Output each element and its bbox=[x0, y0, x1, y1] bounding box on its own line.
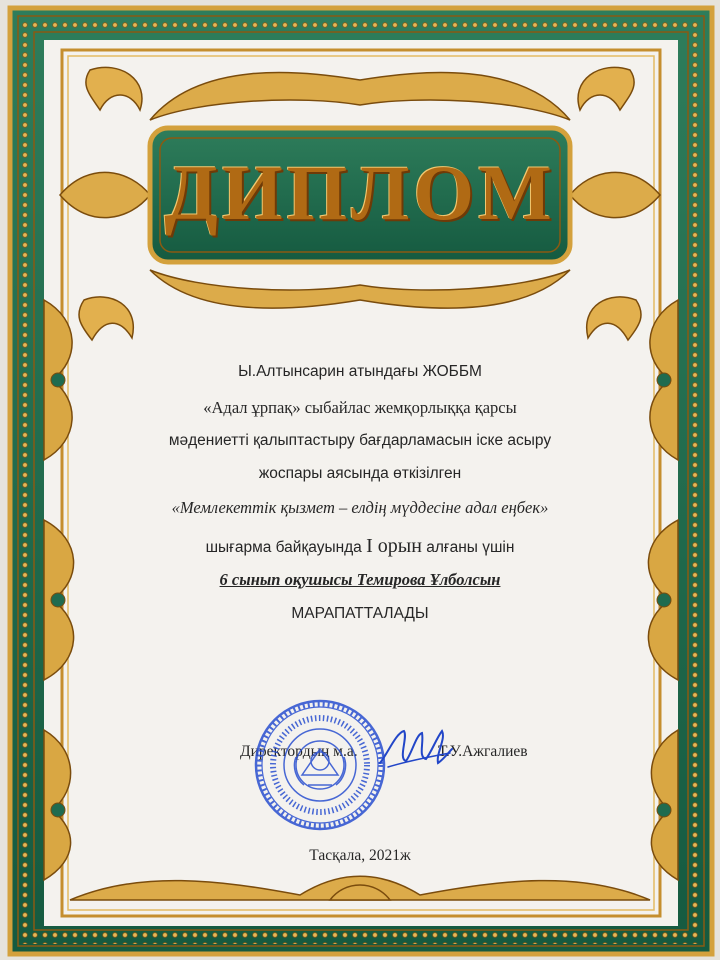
director-name: Т.У.Ажгалиев bbox=[438, 743, 528, 760]
culture-line: мәдениетті қалыптастыру бағдарламасын іске асыру bbox=[168, 432, 552, 449]
recipient-line bbox=[0, 570, 720, 590]
contest-line bbox=[0, 535, 720, 558]
kazakhstan-emblem-icon bbox=[294, 741, 345, 789]
contest-pre: шығарма байқауында bbox=[205, 539, 362, 556]
contest-place: І орын bbox=[366, 535, 422, 557]
award-line: МАРАПАТТАЛАДЫ bbox=[291, 605, 429, 622]
contest-post: алғаны үшін bbox=[426, 539, 515, 556]
official-stamp bbox=[252, 697, 388, 833]
place-and-date: Тасқала, 2021ж bbox=[309, 847, 411, 864]
director-signature bbox=[378, 723, 454, 775]
director-label: Директордың м.а. bbox=[240, 743, 358, 760]
school-line: Ы.Алтынсарин атындағы ЖОББМ bbox=[238, 363, 482, 380]
diploma-title: ДИПЛОМ bbox=[164, 149, 556, 236]
project-line: «Адал ұрпақ» сыбайлас жемқорлыққа қарсы bbox=[203, 398, 517, 417]
recipient-name: 6 сынып оқушысы Темирова Ұлболсын bbox=[219, 570, 501, 589]
plan-line: жоспары аясында өткізілген bbox=[258, 465, 462, 482]
theme-line: «Мемлекеттік қызмет – елдің мүддесіне адал еңбек» bbox=[171, 498, 549, 517]
